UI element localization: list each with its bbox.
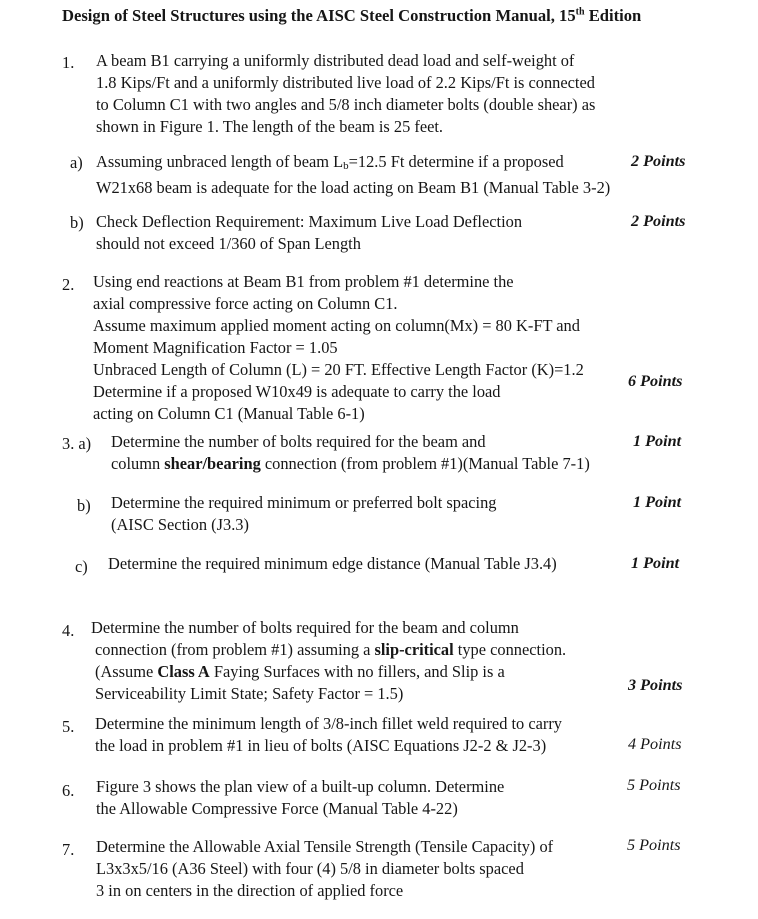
q5-line2: the load in problem #1 in lieu of bolts (AISC Equations J2-2 & J2-3) [95,736,547,755]
q3c-points: 1 Point [631,554,680,572]
q3a-points: 1 Point [633,432,682,450]
q7-line1: Determine the Allowable Axial Tensile Strength (Tensile Capacity) of [96,837,554,856]
q7-points: 5 Points [627,836,681,854]
q3b-text [111,492,497,536]
q2-line: Assume maximum applied moment acting on column(Mx) = 80 K-FT and [93,316,580,335]
q2-line: acting on Column C1 (Manual Table 6-1) [93,404,365,423]
q1b-line2: should not exceed 1/360 of Span Length [96,234,361,253]
q2-text [93,271,584,425]
q3a-line2: column shear/bearing connection (from problem #1)(Manual Table 7-1) [111,454,590,473]
q6-number: 6. [62,781,75,800]
q4-text [91,617,566,705]
q2-line: Using end reactions at Beam B1 from problem #1 determine the [93,272,514,291]
q3a-line1: Determine the number of bolts required for the beam and [111,432,486,451]
q2-line: Moment Magnification Factor = 1.05 [93,338,338,357]
q1-line: to Column C1 with two angles and 5/8 inch diameter bolts (double shear) as [96,95,596,114]
q6-line2: the Allowable Compressive Force (Manual Table 4-22) [96,799,458,818]
q1b-points: 2 Points [631,212,686,230]
q2-points: 6 Points [628,372,683,390]
title-edition: Edition [584,6,642,25]
q7-line3: 3 in on centers in the direction of applied force [96,881,404,900]
q7-number: 7. [62,840,75,859]
q6-points: 5 Points [627,776,681,794]
q4-line2: connection (from problem #1) assuming a slip-critical type connection. [95,640,567,659]
q1-line: shown in Figure 1. The length of the beam is 25 feet. [96,117,444,136]
q1a-line1: Assuming unbraced length of beam Lb=12.5 Ft determine if a proposed [96,152,564,172]
q7-text [96,836,553,902]
q4-points: 3 Points [628,676,683,694]
title-superscript: th [575,6,585,18]
q3c-label: c) [75,557,88,576]
q3b-line1: Determine the required minimum or preferred bolt spacing [111,493,497,512]
q3b-label: b) [77,496,91,515]
q2-line: Unbraced Length of Column (L) = 20 FT. Effective Length Factor (K)=1.2 [93,360,584,379]
q2-number: 2. [62,275,75,294]
q4-number: 4. [62,621,75,640]
q1-text [96,50,595,138]
title-text: Design of Steel Structures using the AISC Steel Construction Manual, 15 [62,6,576,25]
q1a-text [96,151,610,199]
q1b-line1: Check Deflection Requirement: Maximum Live Load Deflection [96,212,523,231]
q6-line1: Figure 3 shows the plan view of a built-up column. Determine [96,777,505,796]
q6-text [96,776,504,820]
q3b-line2: (AISC Section (J3.3) [111,515,249,534]
q1-number: 1. [62,53,75,72]
q3-number: 3. a) [62,434,92,453]
q1-line: A beam B1 carrying a uniformly distributed dead load and self-weight of [96,51,575,70]
q1b-text [96,211,522,255]
q3c-line1: Determine the required minimum edge distance (Manual Table J3.4) [108,554,557,573]
q4-line4: Serviceability Limit State; Safety Factor = 1.5) [95,684,404,703]
q1a-label: a) [70,153,83,172]
q2-line: Determine if a proposed W10x49 is adequate to carry the load [93,382,501,401]
page-title [62,6,641,26]
q4-line3: (Assume Class A Faying Surfaces with no fillers, and Slip is a [95,662,505,681]
q2-line: axial compressive force acting on Column C1. [93,294,398,313]
q5-text [95,713,562,757]
q3c-text [108,553,557,575]
q5-points: 4 Points [628,735,682,753]
q1-line: 1.8 Kips/Ft and a uniformly distributed live load of 2.2 Kips/Ft is connected [96,73,595,92]
q7-line2: L3x3x5/16 (A36 Steel) with four (4) 5/8 in diameter bolts spaced [96,859,524,878]
q1b-label: b) [70,213,84,232]
q3a-text [111,431,590,475]
q5-number: 5. [62,717,75,736]
q1a-points: 2 Points [631,152,686,170]
q4-line1: Determine the number of bolts required for the beam and column [91,618,519,637]
q3b-points: 1 Point [633,493,682,511]
q1a-line2: W21x68 beam is adequate for the load acting on Beam B1 (Manual Table 3-2) [96,178,611,197]
q5-line1: Determine the minimum length of 3/8-inch fillet weld required to carry [95,714,562,733]
